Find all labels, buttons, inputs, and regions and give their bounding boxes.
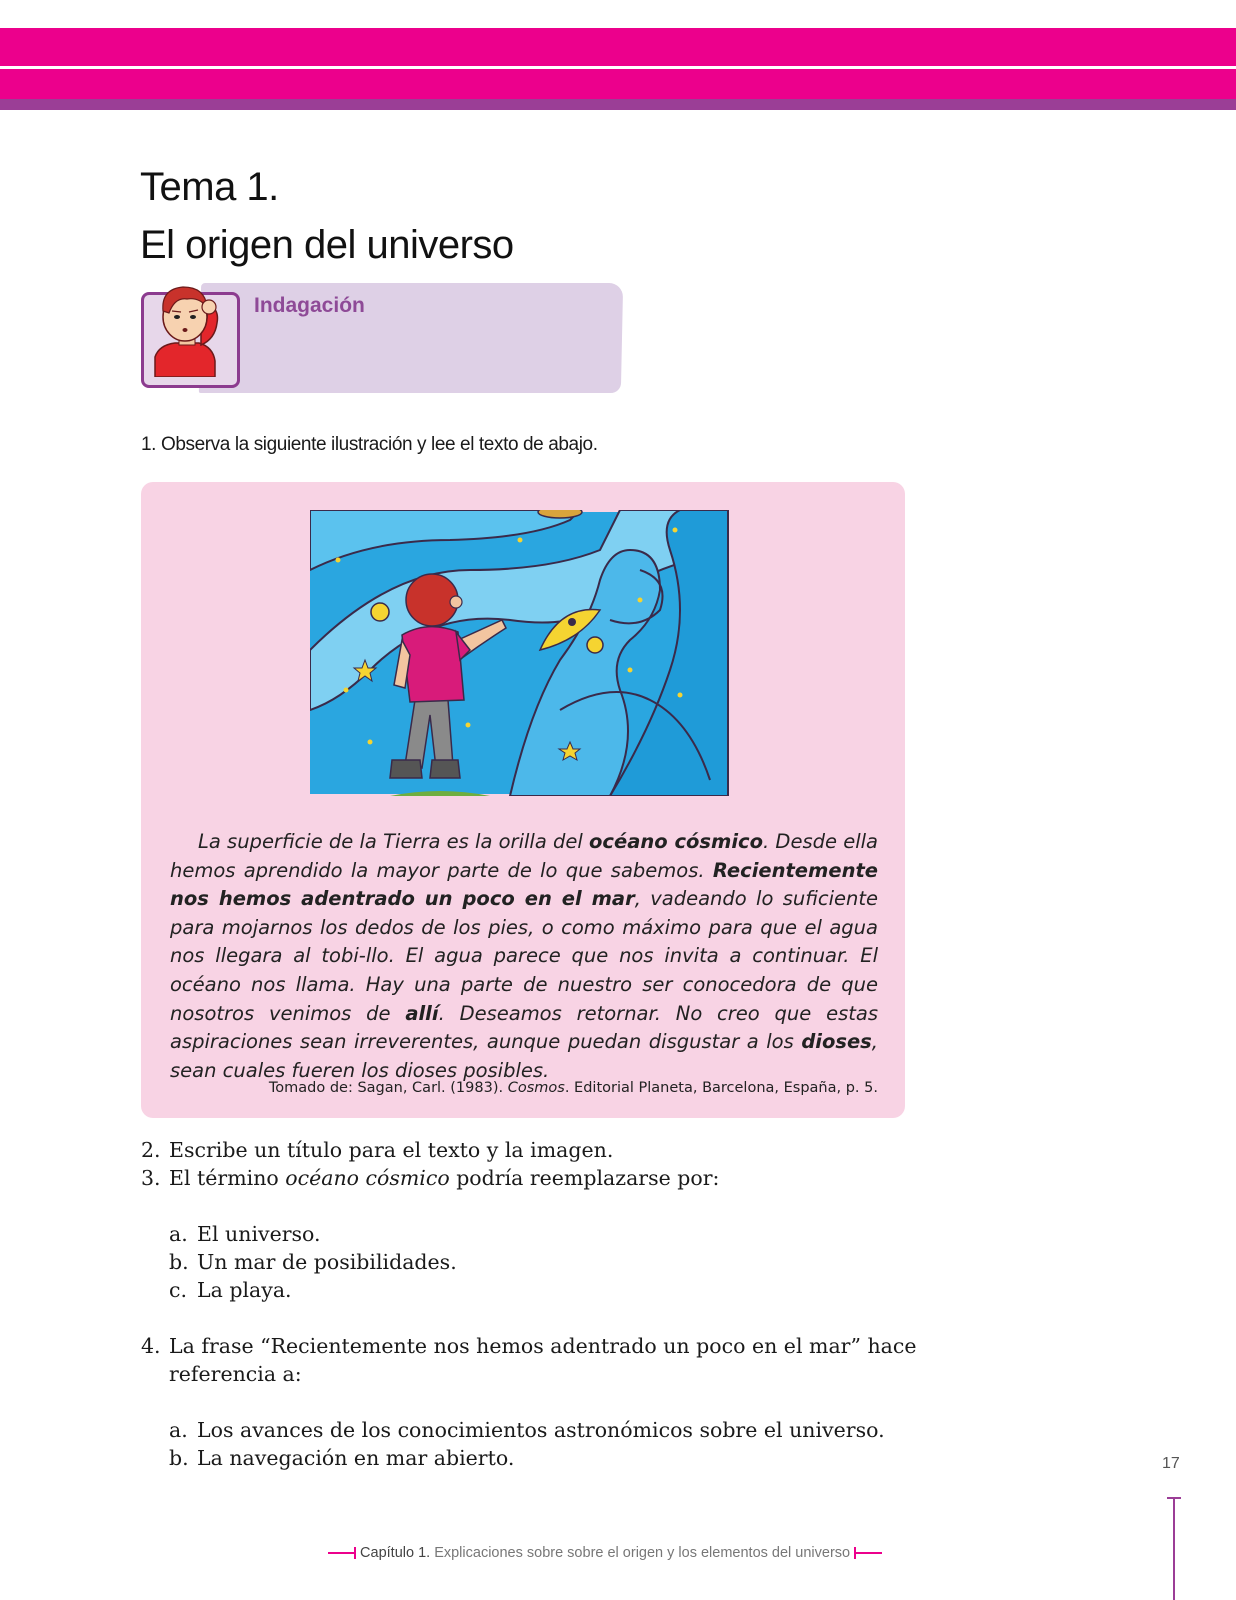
question-4-continuation [169,1360,302,1388]
indagacion-label: Indagación [254,294,365,317]
quote-part-5: , sean cuales fueren los dioses posibles. [170,1030,878,1082]
footer-right-bar [854,1552,882,1554]
quote-bold-alli: allí [405,1001,439,1025]
title-line-2: El origen del universo [140,223,514,267]
option-letter: b. [169,1250,189,1274]
option-letter: a. [169,1222,188,1246]
quote-source [170,1080,878,1096]
question-3 [141,1164,719,1192]
option-text: La playa. [197,1278,292,1302]
question-1-number: 1. [141,434,157,455]
question-1-text: Observa la siguiente ilustración y lee el texto de abajo. [160,434,598,455]
question-4-line-2: referencia a: [169,1362,302,1386]
option-text: El universo. [197,1222,321,1246]
quote-bold-recientemente: Recientemente nos hemos adentrado un poco en el mar [170,858,878,911]
quote-passage [170,828,878,1085]
indagacion-icon-frame [141,292,240,388]
question-1 [141,434,598,456]
source-suffix: . Editorial Planeta, Barcelona, España, p. 5. [564,1080,878,1096]
question-2 [141,1136,613,1164]
option-letter: c. [169,1278,187,1302]
quote-part-2: . Desde ella hemos aprendido la mayor parte de lo que sabemos. [170,830,878,882]
question-2-number: 2. [141,1138,161,1162]
page-number: 17 [1162,1455,1180,1472]
question-4 [141,1332,917,1360]
title-line-1: Tema 1. [140,165,279,209]
source-prefix: Tomado de: Sagan, Carl. (1983). [268,1080,508,1096]
quote-part-4: . Deseamos retornar. No creo que estas aspiraciones sean irreverentes, aunque puedan disgustar a los [170,1001,878,1054]
question-3-option [169,1220,321,1248]
option-text: La navegación en mar abierto. [197,1446,515,1470]
option-text: Los avances de los conocimientos astronómicos sobre el universo. [197,1418,885,1442]
footer-chapter-title: Explicaciones sobre sobre el origen y los elementos del universo [430,1545,851,1561]
source-book-title: Cosmos [507,1080,565,1096]
quote-part-3: , vadeando lo suficiente para mojarnos los dedos de los pies, o como máximo para que el agua nos llegara al tobi-llo. El agua parece que nos invita a continuar. El océano nos llama. Hay una parte de nuestro ser conocedora de que nosotros venimos de [170,887,878,1025]
header-band-middle [0,69,1236,99]
question-3-text-after: podría reemplazarse por: [449,1166,720,1190]
question-3-text-before: El término [169,1166,286,1190]
question-2-text: Escribe un título para el texto y la imagen. [169,1138,614,1162]
question-3-term: océano cósmico [285,1166,450,1190]
question-4-number: 4. [141,1334,161,1358]
quote-bold-dioses: dioses [801,1030,872,1054]
question-3-number: 3. [141,1166,161,1190]
question-3-option [169,1276,292,1304]
thinking-boy-icon [141,277,240,377]
quote-bold-oceano-cosmico: océano cósmico [589,830,763,853]
footer-chapter: Capítulo 1. [360,1545,431,1561]
header-band-top [0,28,1236,66]
quote-part-1: La superficie de la Tierra es la orilla del [198,830,590,853]
option-letter: b. [169,1446,189,1470]
question-3-option [169,1248,457,1276]
question-4-option [169,1444,514,1472]
margin-rule [1173,1497,1175,1600]
chapter-footer [328,1545,882,1561]
footer-left-bar [328,1552,356,1554]
header-band-bottom [0,99,1236,110]
option-letter: a. [169,1418,188,1442]
option-text: Un mar de posibilidades. [197,1250,457,1274]
question-4-line-1: La frase “Recientemente nos hemos adentrado un poco en el mar” hace [169,1334,917,1358]
question-4-option [169,1416,885,1444]
boy-cosmic-ocean-illustration [310,510,736,796]
page-title [140,158,514,274]
